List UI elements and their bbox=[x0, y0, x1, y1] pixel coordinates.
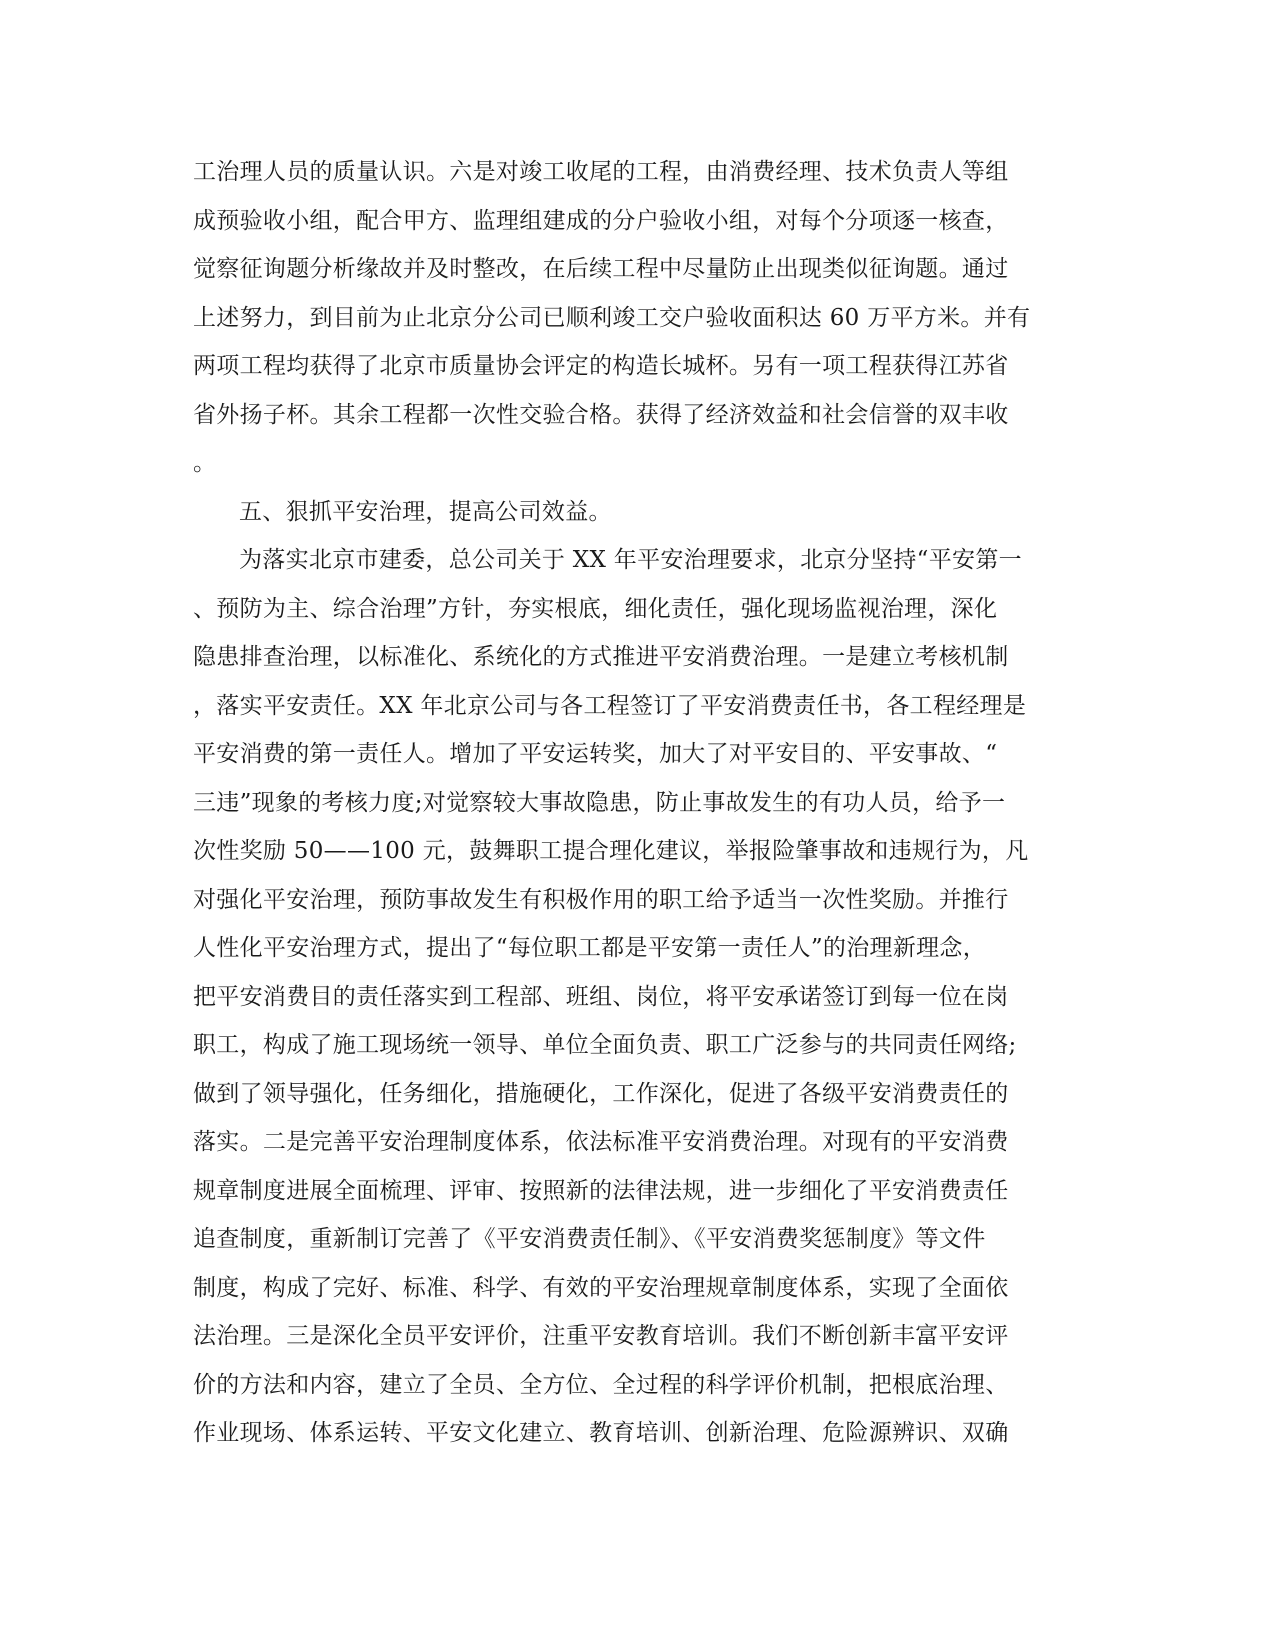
text-line: 两项工程均获得了北京市质量协会评定的构造长城杯。另有一项工程获得江苏省 bbox=[193, 353, 1009, 379]
text-line: 省外扬子杯。其余工程都一次性交验合格。获得了经济效益和社会信誉的双丰收 bbox=[193, 401, 1009, 428]
text-line: 落实。二是完善平安治理制度体系，依法标准平安消费治理。对现有的平安消费 bbox=[193, 1129, 1009, 1155]
text-line: 制度，构成了完好、标准、科学、有效的平安治理规章制度体系，实现了全面依 bbox=[193, 1274, 1009, 1301]
text-line: 人性化平安治理方式，提出了“每位职工都是平安第一责任人”的治理新理念， bbox=[193, 935, 987, 961]
text-line: 觉察征询题分析缘故并及时整改，在后续工程中尽量防止出现类似征询题。通过 bbox=[193, 256, 1009, 282]
text-line: 职工，构成了施工现场统一领导、单位全面负责、职工广泛参与的共同责任网络; bbox=[193, 1032, 1017, 1058]
text-line: 对强化平安治理，预防事故发生有积极作用的职工给予适当一次性奖励。并推行 bbox=[193, 886, 1009, 913]
text-line: 。 bbox=[193, 450, 217, 476]
text-line: ，落实平安责任。XX 年北京公司与各工程签订了平安消费责任书，各工程经理是 bbox=[193, 692, 1027, 719]
text-line: 平安消费的第一责任人。增加了平安运转奖，加大了对平安目的、平安事故、“ bbox=[193, 741, 998, 767]
text-line: 次性奖励 50——100 元，鼓舞职工提合理化建议，举报险肇事故和违规行为，凡 bbox=[193, 838, 1029, 864]
text-line: 成预验收小组，配合甲方、监理组建成的分户验收小组，对每个分项逐一核查， bbox=[193, 207, 1009, 234]
text-line: 工治理人员的质量认识。六是对竣工收尾的工程，由消费经理、技术负责人等组 bbox=[193, 159, 1009, 185]
text-line: 做到了领导强化，任务细化，措施硬化，工作深化，促进了各级平安消费责任的 bbox=[193, 1080, 1009, 1107]
text-line: 作业现场、体系运转、平安文化建立、教育培训、创新治理、危险源辨识、双确 bbox=[193, 1420, 1009, 1446]
text-line: 三违”现象的考核力度;对觉察较大事故隐患，防止事故发生的有功人员，给予一 bbox=[193, 789, 1006, 816]
text-line: 上述努力，到目前为止北京分公司已顺利竣工交户验收面积达 60 万平方米。并有 bbox=[193, 304, 1031, 331]
text-line: 法治理。三是深化全员平安评价，注重平安教育培训。我们不断创新丰富平安评 bbox=[193, 1323, 1009, 1349]
text-line: 规章制度进展全面梳理、评审、按照新的法律法规，进一步细化了平安消费责任 bbox=[193, 1177, 1009, 1204]
text-line: 价的方法和内容，建立了全员、全方位、全过程的科学评价机制，把根底治理、 bbox=[193, 1371, 1009, 1398]
text-line: 五、狠抓平安治理，提高公司效益。 bbox=[239, 498, 612, 525]
text-line: 为落实北京市建委，总公司关于 XX 年平安治理要求，北京分坚持“平安第一 bbox=[239, 547, 1022, 573]
body-text bbox=[193, 148, 1083, 1458]
text-line: 、预防为主、综合治理”方针，夯实根底，细化责任，强化现场监视治理，深化 bbox=[193, 595, 998, 622]
text-line: 追查制度，重新制订完善了《平安消费责任制》、《平安消费奖惩制度》等文件 bbox=[193, 1226, 986, 1252]
text-line: 隐患排查治理，以标准化、系统化的方式推进平安消费治理。一是建立考核机制 bbox=[193, 644, 1009, 670]
text-line: 把平安消费目的责任落实到工程部、班组、岗位，将平安承诺签订到每一位在岗 bbox=[193, 983, 1009, 1010]
